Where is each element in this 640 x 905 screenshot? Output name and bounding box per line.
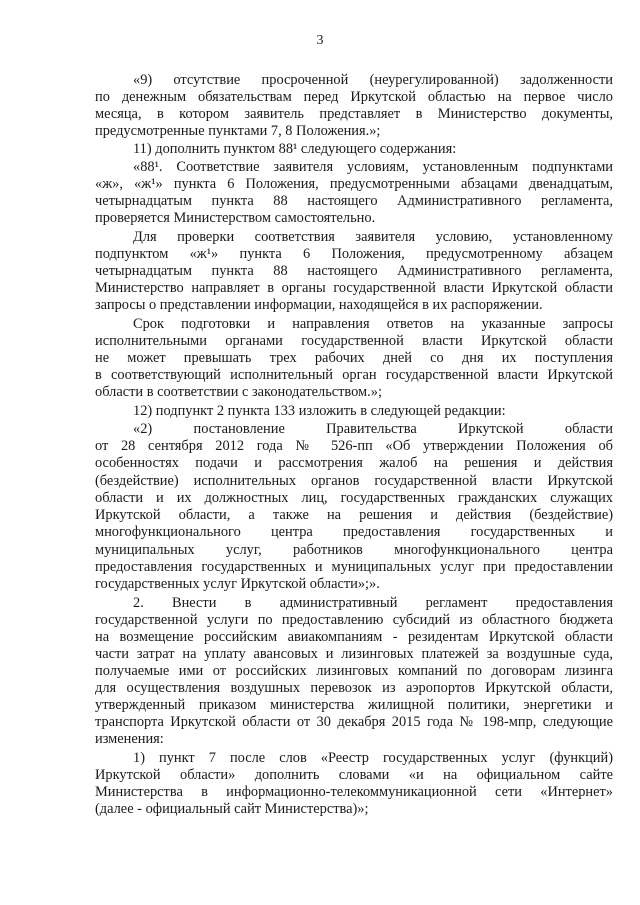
text-line: области и их должностных лиц, государственных гражданских служащих [95,490,613,506]
text-line: области в соответствии с законодательством.»; [95,384,382,400]
text-line: (бездействие) исполнительных органов государственной власти Иркутской [95,473,613,489]
text-line: «88¹. Соответствие заявителя условиям, установленным подпунктами [133,159,613,175]
text-line: запросы о представлении информации, находящейся в их распоряжении. [95,297,543,313]
text-line: особенностях подачи и рассмотрения жалоб на решения и действия [95,455,613,471]
text-line: Иркутской области, а также на решения и действия (бездействие) [95,507,613,523]
text-line: транспорта Иркутской области от 30 декабря 2015 года № 198-мпр, следующие [95,714,613,730]
page-number: 3 [316,33,324,48]
text-line: 11) дополнить пунктом 88¹ следующего содержания: [133,141,457,157]
text-line: проверяется Министерством самостоятельно. [95,210,376,226]
text-line: Иркутской области» дополнить словами «и на официальном сайте [95,767,613,783]
text-line: Министерства в информационно-телекоммуникационной сети «Интернет» [95,784,613,800]
text-line: четырнадцатым пункта 88 настоящего Административного регламента, [95,193,613,209]
text-line: части затрат на уплату авансовых и лизинговых платежей за воздушные суда, [95,646,613,662]
text-line: многофункционального центра предоставления государственных и [95,524,613,540]
text-line: для осуществления воздушных перевозок из аэропортов Иркутской области, [95,680,613,696]
text-line: не может превышать трех рабочих дней со дня их поступления [95,350,613,366]
text-line: «2) постановление Правительства Иркутской области [133,421,613,437]
text-line: государственных услуг Иркутской области»;». [95,576,380,592]
text-line: исполнительными органами государственной власти Иркутской области [95,333,613,349]
text-line: 2. Внести в административный регламент предоставления [133,595,613,611]
text-line: Срок подготовки и направления ответов на указанные запросы [133,316,613,332]
text-line: «ж», «ж¹» пункта 6 Положения, предусмотренными абзацами двенадцатым, [95,176,613,192]
text-line: предоставления государственных и муниципальных услуг при предоставлении [95,559,613,575]
text-line: получаемые ими от российских лизинговых компаний по договорам лизинга [95,663,613,679]
text-line: муниципальных услуг, работников многофункционального центра [95,542,613,558]
text-line: 12) подпункт 2 пункта 133 изложить в следующей редакции: [133,403,506,419]
text-line: 1) пункт 7 после слов «Реестр государственных услуг (функций) [133,750,613,766]
text-line: месяца, в котором заявитель представляет в Министерство документы, [95,106,613,122]
text-line: изменения: [95,731,164,747]
text-line: предусмотренные пунктами 7, 8 Положения.»; [95,123,381,139]
text-line: (далее - официальный сайт Министерства)»; [95,801,369,817]
text-line: «9) отсутствие просроченной (неурегулированной) задолженности [133,72,613,88]
text-line: в соответствующий исполнительный орган государственной власти Иркутской [95,367,613,383]
text-line: Для проверки соответствия заявителя условию, установленному [133,229,613,245]
text-line: утвержденный приказом министерства жилищной политики, энергетики и [95,697,613,713]
text-line: четырнадцатым пункта 88 настоящего Административного регламента, [95,263,613,279]
text-line: по денежным обязательствам перед Иркутской областью на первое число [95,89,613,105]
text-line: государственной услуги по предоставлению субсидий из областного бюджета [95,612,613,628]
text-line: подпунктом «ж¹» пункта 6 Положения, предусмотренному абзацем [95,246,613,262]
text-line: Министерство направляет в органы государственной власти Иркутской области [95,280,613,296]
text-line: от 28 сентября 2012 года № 526-пп «Об утверждении Положения об [95,438,613,454]
text-line: на возмещение российским авиакомпаниям - резидентам Иркутской области [95,629,613,645]
